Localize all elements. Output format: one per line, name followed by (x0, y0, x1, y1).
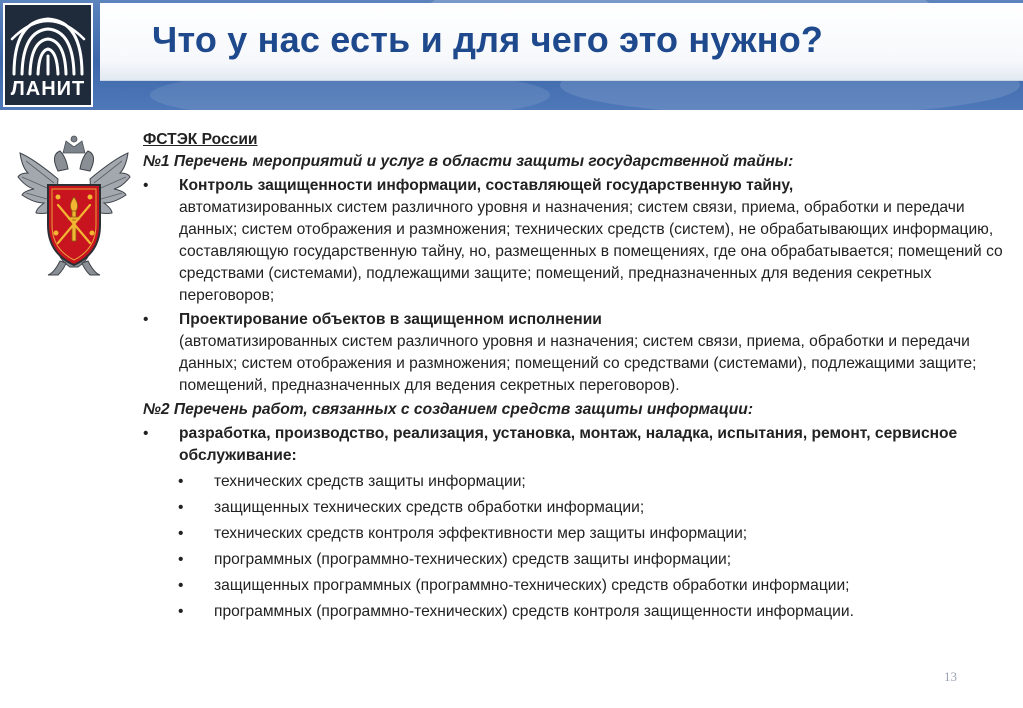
list-item-bold: Проектирование объектов в защищенном исполнении (179, 311, 602, 328)
sub-list-item-text: защищенных технических средств обработки информации; (214, 499, 645, 516)
bullet-mark: • (143, 425, 149, 442)
bullet-mark: • (178, 499, 184, 516)
sub-list-item-text: защищенных программных (программно-технических) средств обработки информации; (214, 577, 850, 594)
sub-list-item (143, 549, 1015, 571)
list-item-bold: разработка, производство, реализация, установка, монтаж, наладка, испытания, ремонт, сервисное обслуживание: (179, 425, 958, 464)
lanit-logo-icon (9, 9, 87, 79)
section-1-heading: №1 Перечень мероприятий и услуг в области защиты государственной тайны: (143, 153, 794, 170)
sub-list-item (143, 601, 1015, 623)
bullet-mark: • (178, 577, 184, 594)
section-2-heading: №2 Перечень работ, связанных с созданием средств защиты информации: (143, 401, 754, 418)
fstec-emblem-icon (14, 133, 134, 283)
bullet-mark: • (143, 311, 149, 328)
list-item (143, 309, 1015, 397)
list-item-text: автоматизированных систем различного уровня и назначения; систем связи, приема, обработки и передачи данных; систем отображения и размножения; технических средств (систем), не обрабатывающих информацию, составляющую государственную тайну, но, размещенных в помещениях, где она обрабатывается; помещений со средствами (системами), подлежащими защите; помещений, предназначенных для ведения секретных переговоров; (179, 199, 1003, 304)
slide-content (143, 129, 1015, 623)
bullet-mark: • (178, 603, 184, 620)
list-item (143, 175, 1015, 307)
sub-list-item-text: технических средств контроля эффективности мер защиты информации; (214, 525, 748, 542)
organization-heading: ФСТЭК России (143, 131, 258, 148)
logo-text: ЛАНИТ (10, 78, 86, 100)
sub-list-item-text: программных (программно-технических) средств защиты информации; (214, 551, 732, 568)
sub-list-item-text: программных (программно-технических) средств контроля защищенности информации. (214, 603, 854, 620)
title-band (100, 3, 1023, 81)
bullet-mark: • (178, 473, 184, 490)
sub-list-item-text: технических средств защиты информации; (214, 473, 526, 490)
page-number: 13 (944, 669, 957, 684)
sub-list-item (143, 523, 1015, 545)
lanit-logo (3, 3, 93, 107)
bullet-mark: • (178, 551, 184, 568)
list-item (143, 423, 1015, 467)
sub-list-item (143, 497, 1015, 519)
bullet-mark: • (178, 525, 184, 542)
sub-list-item (143, 575, 1015, 597)
sub-list-item (143, 471, 1015, 493)
list-item-text: (автоматизированных систем различного уровня и назначения; систем связи, приема, обработки и передачи данных; систем отображения и размножения; помещений со средствами (системами), подлежащими защите; помещений, предназначенных для ведения секретных переговоров). (179, 333, 977, 394)
list-item-bold: Контроль защищенности информации, составляющей государственную тайну, (179, 177, 794, 194)
slide-title: Что у нас есть и для чего это нужно? (152, 19, 824, 60)
bullet-mark: • (143, 177, 149, 194)
header-bar (0, 0, 1023, 110)
